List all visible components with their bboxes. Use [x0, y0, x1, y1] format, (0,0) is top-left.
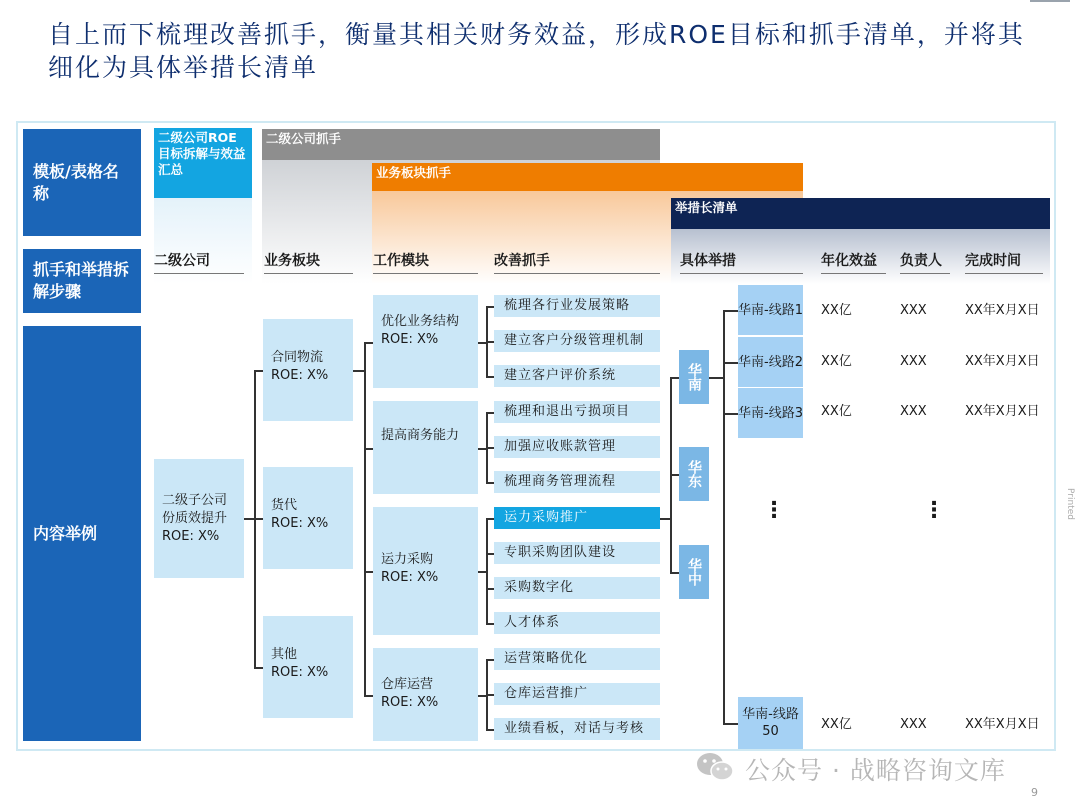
connector-line: [486, 341, 494, 343]
root-roe: ROE: X%: [162, 528, 220, 544]
connector-line: [486, 694, 494, 696]
deadline-cell: XX年X月X日: [965, 717, 1040, 732]
segment-roe: ROE: X%: [271, 665, 329, 680]
row-header-examples: 内容举例: [23, 326, 141, 741]
connector-line: [486, 482, 494, 484]
page-title: 自上而下梳理改善抓手，衡量其相关财务效益，形成ROE目标和抓手清单，并将其细化为具体举措长清单: [48, 20, 1025, 82]
connector-line: [670, 474, 679, 476]
module-name: 优化业务结构: [381, 314, 460, 329]
action-item: 建立客户评价系统: [494, 365, 660, 387]
route-box: 华南-线路1: [738, 285, 803, 335]
segment-roe: ROE: X%: [271, 368, 329, 383]
action-item-highlighted: 运力采购推广: [494, 507, 660, 529]
region-box: 华东: [679, 447, 709, 501]
module-box: [373, 295, 478, 388]
col-header-benefit: 年化效益: [821, 252, 886, 274]
segment-name: 其他: [271, 647, 298, 662]
connector-line: [353, 370, 364, 372]
root-box: [154, 459, 244, 578]
segment-name: 合同物流: [271, 350, 324, 365]
connector-line: [478, 695, 486, 697]
connector-line: [486, 729, 494, 731]
col-header-company: 二级公司: [154, 252, 244, 274]
connector-line: [478, 448, 486, 450]
module-name: 提高商务能力: [381, 428, 460, 443]
connector-line: [486, 412, 494, 414]
connector-line: [486, 518, 494, 520]
benefit-cell: XX亿: [821, 354, 852, 369]
action-item: 梳理商务管理流程: [494, 471, 660, 493]
module-roe: ROE: X%: [381, 332, 439, 347]
route-box: 华南-线路3: [738, 388, 803, 438]
connector-line: [709, 377, 723, 379]
connector-line: [254, 370, 263, 372]
col-header-module: 工作模块: [373, 252, 478, 274]
route-box: 华南-线路2: [738, 337, 803, 387]
ellipsis-owners: ⋮: [923, 498, 945, 523]
connector-line: [486, 659, 494, 661]
connector-line: [254, 518, 263, 520]
owner-cell: XXX: [900, 404, 927, 419]
connector-line: [486, 376, 494, 378]
deadline-cell: XX年X月X日: [965, 303, 1040, 318]
top-divider: [1030, 0, 1070, 2]
segment-name: 货代: [271, 498, 298, 513]
root-name: 二级子公司份质效提升: [162, 492, 228, 526]
watermark: 公众号 · 战略咨询文库: [745, 756, 1006, 785]
connector-line: [486, 518, 488, 623]
module-box: [373, 401, 478, 494]
col-header-lever: 改善抓手: [494, 252, 660, 274]
connector-line: [486, 623, 494, 625]
module-box: [373, 648, 478, 741]
connector-line: [660, 518, 670, 520]
owner-cell: XXX: [900, 354, 927, 369]
col-header-segment: 业务板块: [264, 252, 353, 274]
band-sub-company: 二级公司ROE目标拆解与效益汇总: [154, 128, 252, 198]
connector-line: [486, 447, 494, 449]
module-name: 仓库运营: [381, 677, 434, 692]
connector-line: [723, 310, 725, 723]
connector-line: [244, 518, 254, 520]
benefit-cell: XX亿: [821, 404, 852, 419]
connector-line: [486, 306, 494, 308]
action-item: 梳理各行业发展策略: [494, 295, 660, 317]
action-item: 运营策略优化: [494, 648, 660, 670]
connector-line: [723, 413, 738, 415]
band-sub-company-levers: 二级公司抓手: [262, 129, 660, 160]
connector-line: [723, 310, 738, 312]
region-box: 华中: [679, 545, 709, 599]
module-roe: ROE: X%: [381, 570, 439, 585]
connector-line: [364, 695, 373, 697]
action-item: 加强应收账款管理: [494, 436, 660, 458]
row-header-steps: 抓手和举措拆解步骤: [23, 249, 141, 313]
action-item: 专职采购团队建设: [494, 542, 660, 564]
module-roe: ROE: X%: [381, 695, 439, 710]
deadline-cell: XX年X月X日: [965, 354, 1040, 369]
col-header-deadline: 完成时间: [965, 252, 1043, 274]
connector-line: [364, 342, 373, 344]
printed-label: Printed: [1065, 488, 1075, 520]
connector-line: [670, 572, 679, 574]
benefit-cell: XX亿: [821, 303, 852, 318]
action-item: 业绩看板，对话与考核: [494, 718, 660, 740]
action-item: 仓库运营推广: [494, 683, 660, 705]
connector-line: [670, 377, 679, 379]
deadline-cell: XX年X月X日: [965, 404, 1040, 419]
segment-box: [263, 467, 353, 569]
connector-line: [723, 723, 738, 725]
segment-box: [263, 616, 353, 718]
connector-line: [364, 571, 373, 573]
connector-line: [364, 342, 366, 695]
benefit-cell: XX亿: [821, 717, 852, 732]
ellipsis-routes: ⋮: [763, 498, 785, 523]
action-item: 采购数字化: [494, 577, 660, 599]
action-item: 建立客户分级管理机制: [494, 330, 660, 352]
module-name: 运力采购: [381, 552, 434, 567]
action-item: 人才体系: [494, 612, 660, 634]
region-box: 华南: [679, 350, 709, 404]
module-box: [373, 507, 478, 635]
wechat-icon: [695, 750, 735, 784]
band-initiative-list: 举措长清单: [671, 198, 1050, 229]
band-business-levers: 业务板块抓手: [372, 163, 803, 191]
segment-roe: ROE: X%: [271, 516, 329, 531]
connector-line: [478, 342, 486, 344]
connector-line: [486, 588, 494, 590]
connector-line: [364, 448, 373, 450]
connector-line: [723, 362, 738, 364]
col-header-owner: 负责人: [900, 252, 950, 274]
owner-cell: XXX: [900, 717, 927, 732]
connector-line: [478, 571, 486, 573]
owner-cell: XXX: [900, 303, 927, 318]
col-header-initiative: 具体举措: [680, 252, 803, 274]
connector-line: [486, 553, 494, 555]
row-header-template: 模板/表格名称: [23, 129, 141, 236]
route-box: 华南-线路50: [738, 697, 803, 749]
page-number: 9: [1031, 786, 1038, 799]
connector-line: [254, 667, 263, 669]
segment-box: [263, 319, 353, 421]
action-item: 梳理和退出亏损项目: [494, 401, 660, 423]
